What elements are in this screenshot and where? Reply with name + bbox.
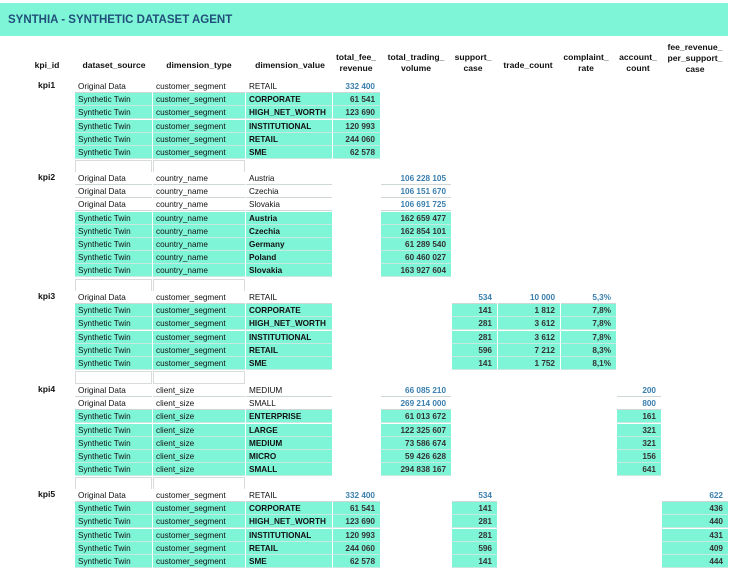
- total-fee-revenue-cell[interactable]: 120 993: [333, 120, 380, 133]
- dimension-type-cell[interactable]: customer_segment: [153, 529, 245, 542]
- complaint-rate-cell[interactable]: 7,8%: [561, 317, 616, 330]
- dimension-value-cell[interactable]: Germany: [246, 238, 332, 251]
- dataset-source-cell[interactable]: Original Data: [75, 397, 152, 410]
- column-header-dataset-source[interactable]: [74, 60, 155, 71]
- total-trading-volume-cell[interactable]: 106 151 670: [381, 185, 451, 198]
- header-line: complaint_: [563, 52, 609, 62]
- fee-revenue-per-support-case-cell[interactable]: 409: [662, 542, 728, 555]
- dataset-source-cell[interactable]: Synthetic Twin: [75, 542, 152, 555]
- total-trading-volume-cell[interactable]: 60 460 027: [381, 251, 451, 264]
- dimension-type-cell[interactable]: customer_segment: [153, 291, 245, 304]
- empty-cell[interactable]: [153, 279, 245, 292]
- column-header-account-count[interactable]: [614, 52, 662, 74]
- dimension-value-cell[interactable]: RETAIL: [246, 542, 332, 555]
- account-count-cell[interactable]: 161: [617, 410, 661, 423]
- dataset-source-cell[interactable]: Synthetic Twin: [75, 357, 152, 370]
- dimension-value-cell[interactable]: SMALL: [246, 397, 332, 410]
- trade-count-cell[interactable]: 3 612: [498, 331, 560, 344]
- dataset-source-cell[interactable]: Synthetic Twin: [75, 410, 152, 423]
- trade-count-cell[interactable]: 10 000: [498, 291, 560, 304]
- header-line: total_trading_: [387, 52, 445, 62]
- total-trading-volume-cell[interactable]: 122 325 607: [381, 424, 451, 437]
- support-case-cell[interactable]: 281: [452, 331, 497, 344]
- total-fee-revenue-cell[interactable]: 244 060: [333, 133, 380, 146]
- total-trading-volume-cell[interactable]: 59 426 628: [381, 450, 451, 463]
- dataset-source-cell[interactable]: Synthetic Twin: [75, 317, 152, 330]
- dataset-source-cell[interactable]: Synthetic Twin: [75, 331, 152, 344]
- dimension-type-cell[interactable]: country_name: [153, 198, 245, 211]
- header-line: total_fee_: [335, 52, 377, 62]
- dimension-type-cell[interactable]: customer_segment: [153, 146, 245, 159]
- dimension-value-cell[interactable]: RETAIL: [246, 291, 332, 304]
- dimension-type-cell[interactable]: client_size: [153, 450, 245, 463]
- total-fee-revenue-cell[interactable]: 120 993: [333, 529, 380, 542]
- dimension-type-cell[interactable]: client_size: [153, 410, 245, 423]
- fee-revenue-per-support-case-cell[interactable]: 440: [662, 515, 728, 528]
- support-case-cell[interactable]: 141: [452, 357, 497, 370]
- support-case-cell[interactable]: 596: [452, 344, 497, 357]
- complaint-rate-cell[interactable]: 7,8%: [561, 304, 616, 317]
- complaint-rate-cell[interactable]: 7,8%: [561, 331, 616, 344]
- dimension-type-cell[interactable]: customer_segment: [153, 344, 245, 357]
- dataset-source-cell[interactable]: Synthetic Twin: [75, 146, 152, 159]
- account-count-cell[interactable]: 156: [617, 450, 661, 463]
- kpi-id-label: kpi3: [38, 291, 56, 301]
- dataset-source-cell[interactable]: Synthetic Twin: [75, 463, 152, 476]
- dimension-value-cell[interactable]: SME: [246, 146, 332, 159]
- support-case-cell[interactable]: 141: [452, 502, 497, 515]
- dataset-source-cell[interactable]: Synthetic Twin: [75, 212, 152, 225]
- dataset-source-cell[interactable]: Synthetic Twin: [75, 264, 152, 277]
- dimension-value-cell[interactable]: MEDIUM: [246, 437, 332, 450]
- title-banner: [0, 3, 728, 36]
- dimension-value-cell[interactable]: Poland: [246, 251, 332, 264]
- dimension-value-cell[interactable]: Austria: [246, 172, 332, 185]
- header-line: per_support_: [667, 53, 723, 63]
- dimension-type-cell[interactable]: customer_segment: [153, 304, 245, 317]
- dimension-value-cell[interactable]: CORPORATE: [246, 502, 332, 515]
- dimension-type-cell[interactable]: client_size: [153, 463, 245, 476]
- account-count-cell[interactable]: 800: [617, 397, 661, 410]
- total-trading-volume-cell[interactable]: 66 085 210: [381, 384, 451, 397]
- column-header-total-fee-revenue[interactable]: [331, 52, 382, 74]
- column-header-support-case[interactable]: [449, 52, 498, 74]
- fee-revenue-per-support-case-cell[interactable]: 444: [662, 555, 728, 568]
- dimension-value-cell[interactable]: Slovakia: [246, 264, 332, 277]
- dataset-source-cell[interactable]: Synthetic Twin: [75, 225, 152, 238]
- dimension-type-cell[interactable]: client_size: [153, 424, 245, 437]
- total-trading-volume-cell[interactable]: 162 659 477: [381, 212, 451, 225]
- dataset-source-cell[interactable]: Original Data: [75, 185, 152, 198]
- support-case-cell[interactable]: 141: [452, 304, 497, 317]
- total-trading-volume-cell[interactable]: 294 838 167: [381, 463, 451, 476]
- dimension-type-cell[interactable]: client_size: [153, 384, 245, 397]
- column-header-fee-revenue-per-support-case[interactable]: [660, 42, 730, 75]
- column-header-complaint-rate[interactable]: [557, 52, 616, 74]
- total-fee-revenue-cell[interactable]: 332 400: [333, 80, 380, 93]
- header-line: count: [626, 63, 650, 73]
- account-count-cell[interactable]: 641: [617, 463, 661, 476]
- dimension-value-cell[interactable]: INSTITUTIONAL: [246, 529, 332, 542]
- dimension-value-cell[interactable]: CORPORATE: [246, 93, 332, 106]
- header-line: volume: [400, 63, 432, 73]
- dataset-source-cell[interactable]: Original Data: [75, 80, 152, 93]
- total-trading-volume-cell[interactable]: 106 691 725: [381, 198, 451, 211]
- dimension-value-cell[interactable]: HIGH_NET_WORTH: [246, 106, 332, 119]
- dimension-type-cell[interactable]: client_size: [153, 397, 245, 410]
- dataset-source-cell[interactable]: Original Data: [75, 198, 152, 211]
- dimension-type-cell[interactable]: customer_segment: [153, 555, 245, 568]
- header-line: account_: [619, 52, 657, 62]
- support-case-cell[interactable]: 141: [452, 555, 497, 568]
- dataset-source-cell[interactable]: Synthetic Twin: [75, 251, 152, 264]
- fee-revenue-per-support-case-cell[interactable]: 622: [662, 489, 728, 502]
- dimension-type-cell[interactable]: customer_segment: [153, 133, 245, 146]
- dimension-type-cell[interactable]: country_name: [153, 212, 245, 225]
- dimension-type-cell[interactable]: customer_segment: [153, 120, 245, 133]
- dimension-value-cell[interactable]: HIGH_NET_WORTH: [246, 515, 332, 528]
- dimension-value-cell[interactable]: SME: [246, 357, 332, 370]
- header-line: support_: [454, 52, 492, 62]
- total-trading-volume-cell[interactable]: 61 289 540: [381, 238, 451, 251]
- dataset-source-cell[interactable]: Synthetic Twin: [75, 529, 152, 542]
- dimension-type-cell[interactable]: country_name: [153, 264, 245, 277]
- dimension-value-cell[interactable]: ENTERPRISE: [246, 410, 332, 423]
- dataset-source-cell[interactable]: Synthetic Twin: [75, 93, 152, 106]
- kpi-id-label: kpi4: [38, 384, 56, 394]
- dimension-type-cell[interactable]: customer_segment: [153, 489, 245, 502]
- dataset-source-cell[interactable]: Synthetic Twin: [75, 238, 152, 251]
- total-fee-revenue-cell[interactable]: 123 690: [333, 106, 380, 119]
- dimension-value-cell[interactable]: Austria: [246, 212, 332, 225]
- complaint-rate-cell[interactable]: 5,3%: [561, 291, 616, 304]
- total-trading-volume-cell[interactable]: 163 927 604: [381, 264, 451, 277]
- dataset-source-cell[interactable]: Original Data: [75, 291, 152, 304]
- dimension-value-cell[interactable]: RETAIL: [246, 489, 332, 502]
- total-trading-volume-cell[interactable]: 162 854 101: [381, 225, 451, 238]
- fee-revenue-per-support-case-cell[interactable]: 436: [662, 502, 728, 515]
- total-fee-revenue-cell[interactable]: 244 060: [333, 542, 380, 555]
- kpi-id-label: kpi1: [38, 80, 56, 90]
- total-fee-revenue-cell[interactable]: 332 400: [333, 489, 380, 502]
- total-fee-revenue-cell[interactable]: 123 690: [333, 515, 380, 528]
- app-title: SYNTHIA - SYNTHETIC DATASET AGENT: [8, 14, 233, 26]
- dimension-value-cell[interactable]: INSTITUTIONAL: [246, 120, 332, 133]
- trade-count-cell[interactable]: 1 752: [498, 357, 560, 370]
- total-fee-revenue-cell[interactable]: 62 578: [333, 146, 380, 159]
- support-case-cell[interactable]: 281: [452, 515, 497, 528]
- trade-count-cell[interactable]: 3 612: [498, 317, 560, 330]
- complaint-rate-cell[interactable]: 8,3%: [561, 344, 616, 357]
- dimension-value-cell[interactable]: SMALL: [246, 463, 332, 476]
- dimension-value-cell[interactable]: CORPORATE: [246, 304, 332, 317]
- dataset-source-cell[interactable]: Synthetic Twin: [75, 344, 152, 357]
- header-line: kpi_id: [34, 60, 60, 70]
- dimension-type-cell[interactable]: country_name: [153, 185, 245, 198]
- dimension-value-cell[interactable]: INSTITUTIONAL: [246, 331, 332, 344]
- dataset-source-cell[interactable]: Synthetic Twin: [75, 304, 152, 317]
- column-header-trade-count[interactable]: [495, 60, 561, 71]
- account-count-cell[interactable]: 321: [617, 424, 661, 437]
- dimension-value-cell[interactable]: Czechia: [246, 185, 332, 198]
- support-case-cell[interactable]: 534: [452, 489, 497, 502]
- dimension-value-cell[interactable]: MEDIUM: [246, 384, 332, 397]
- complaint-rate-cell[interactable]: 8,1%: [561, 357, 616, 370]
- header-line: dimension_value: [255, 60, 325, 70]
- support-case-cell[interactable]: 281: [452, 317, 497, 330]
- dimension-value-cell[interactable]: Slovakia: [246, 198, 332, 211]
- dimension-value-cell[interactable]: MICRO: [246, 450, 332, 463]
- support-case-cell[interactable]: 281: [452, 529, 497, 542]
- kpi-id-label: kpi2: [38, 172, 56, 182]
- column-header-kpi-id[interactable]: [27, 60, 67, 71]
- empty-cell[interactable]: [75, 279, 152, 292]
- header-line: dataset_source: [82, 60, 146, 70]
- dimension-type-cell[interactable]: country_name: [153, 172, 245, 185]
- dataset-source-cell[interactable]: Synthetic Twin: [75, 437, 152, 450]
- dataset-source-cell[interactable]: Synthetic Twin: [75, 555, 152, 568]
- empty-cell[interactable]: [153, 371, 245, 384]
- kpi-id-label: kpi5: [38, 489, 56, 499]
- dimension-value-cell[interactable]: HIGH_NET_WORTH: [246, 317, 332, 330]
- header-line: fee_revenue_: [667, 42, 723, 52]
- total-fee-revenue-cell[interactable]: 61 541: [333, 93, 380, 106]
- dataset-source-cell[interactable]: Original Data: [75, 172, 152, 185]
- dataset-source-cell[interactable]: Synthetic Twin: [75, 133, 152, 146]
- empty-cell[interactable]: [75, 371, 152, 384]
- header-line: trade_count: [503, 60, 553, 70]
- total-fee-revenue-cell[interactable]: 61 541: [333, 502, 380, 515]
- dataset-source-cell[interactable]: Original Data: [75, 384, 152, 397]
- trade-count-cell[interactable]: 7 212: [498, 344, 560, 357]
- support-case-cell[interactable]: 596: [452, 542, 497, 555]
- header-line: rate: [578, 63, 594, 73]
- dimension-type-cell[interactable]: customer_segment: [153, 93, 245, 106]
- dimension-type-cell[interactable]: customer_segment: [153, 317, 245, 330]
- dimension-value-cell[interactable]: RETAIL: [246, 344, 332, 357]
- dataset-source-cell[interactable]: Original Data: [75, 489, 152, 502]
- total-trading-volume-cell[interactable]: 61 013 672: [381, 410, 451, 423]
- dimension-type-cell[interactable]: customer_segment: [153, 331, 245, 344]
- dimension-type-cell[interactable]: country_name: [153, 225, 245, 238]
- trade-count-cell[interactable]: 1 812: [498, 304, 560, 317]
- dimension-value-cell[interactable]: LARGE: [246, 424, 332, 437]
- dimension-value-cell[interactable]: RETAIL: [246, 133, 332, 146]
- dimension-type-cell[interactable]: client_size: [153, 437, 245, 450]
- dataset-source-cell[interactable]: Synthetic Twin: [75, 424, 152, 437]
- header-line: dimension_type: [166, 60, 232, 70]
- fee-revenue-per-support-case-cell[interactable]: 431: [662, 529, 728, 542]
- column-header-dimension-type[interactable]: [151, 60, 247, 71]
- dataset-source-cell[interactable]: Synthetic Twin: [75, 120, 152, 133]
- dimension-type-cell[interactable]: customer_segment: [153, 106, 245, 119]
- account-count-cell[interactable]: 200: [617, 384, 661, 397]
- total-trading-volume-cell[interactable]: 269 214 000: [381, 397, 451, 410]
- dimension-type-cell[interactable]: country_name: [153, 238, 245, 251]
- dimension-type-cell[interactable]: customer_segment: [153, 357, 245, 370]
- dimension-value-cell[interactable]: SME: [246, 555, 332, 568]
- dimension-type-cell[interactable]: customer_segment: [153, 502, 245, 515]
- dataset-source-cell[interactable]: Synthetic Twin: [75, 106, 152, 119]
- header-line: revenue: [339, 63, 373, 73]
- total-trading-volume-cell[interactable]: 73 586 674: [381, 437, 451, 450]
- dimension-type-cell[interactable]: customer_segment: [153, 80, 245, 93]
- column-header-total-trading-volume[interactable]: [379, 52, 453, 74]
- column-header-dimension-value[interactable]: [245, 60, 335, 71]
- dimension-type-cell[interactable]: customer_segment: [153, 542, 245, 555]
- dataset-source-cell[interactable]: Synthetic Twin: [75, 515, 152, 528]
- dataset-source-cell[interactable]: Synthetic Twin: [75, 450, 152, 463]
- account-count-cell[interactable]: 321: [617, 437, 661, 450]
- dimension-value-cell[interactable]: RETAIL: [246, 80, 332, 93]
- dimension-value-cell[interactable]: Czechia: [246, 225, 332, 238]
- dimension-type-cell[interactable]: customer_segment: [153, 515, 245, 528]
- support-case-cell[interactable]: 534: [452, 291, 497, 304]
- dataset-source-cell[interactable]: Synthetic Twin: [75, 502, 152, 515]
- dimension-type-cell[interactable]: country_name: [153, 251, 245, 264]
- header-line: case: [685, 64, 705, 74]
- total-fee-revenue-cell[interactable]: 62 578: [333, 555, 380, 568]
- header-line: case: [463, 63, 483, 73]
- total-trading-volume-cell[interactable]: 106 228 105: [381, 172, 451, 185]
